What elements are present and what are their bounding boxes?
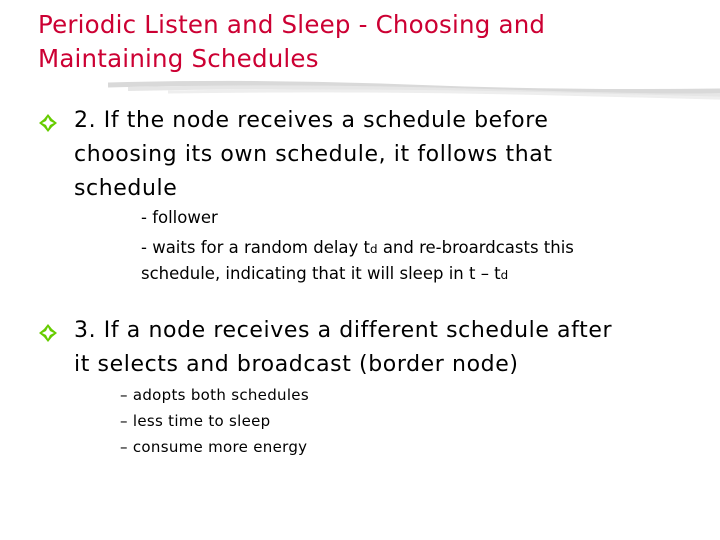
bullet-2-line-1: 3. If a node receives a different schedule after [74, 318, 613, 343]
bullet-1-sub-3-subscript: d [500, 268, 509, 282]
bullet-1-sub-1: - follower [141, 208, 218, 227]
title-underline-brush [108, 77, 720, 103]
bullet-1-sub-2-subscript: d [370, 242, 378, 256]
bullet-1-line-1: 2. If the node receives a schedule before [74, 108, 549, 133]
bullet-1-sub-3-pre: schedule, indicating that it will sleep in t – t [141, 264, 501, 283]
bullet-2-sub-1: – adopts both schedules [120, 386, 309, 404]
bullet-1-sub-2-pre: - waits for a random delay t [141, 238, 371, 257]
bullet-2-line-2: it selects and broadcast (border node) [74, 352, 519, 377]
bullet-1-sub-2-post: and re-broardcasts this [377, 238, 574, 257]
bullet-1-sub-3 [141, 261, 508, 288]
bullet-1-line-2: choosing its own schedule, it follows that [74, 142, 553, 167]
bullet-2-sub-2: – less time to sleep [120, 412, 271, 430]
diamond-bullet-icon [38, 323, 58, 343]
bullet-1-sub-2 [141, 235, 574, 262]
bullet-2-sub-3: – consume more energy [120, 438, 308, 456]
slide-title-line-1: Periodic Listen and Sleep - Choosing and [38, 10, 546, 39]
bullet-1-line-3: schedule [74, 176, 178, 201]
slide-title-line-2: Maintaining Schedules [38, 44, 319, 73]
diamond-bullet-icon [38, 113, 58, 133]
slide-title [38, 8, 545, 76]
